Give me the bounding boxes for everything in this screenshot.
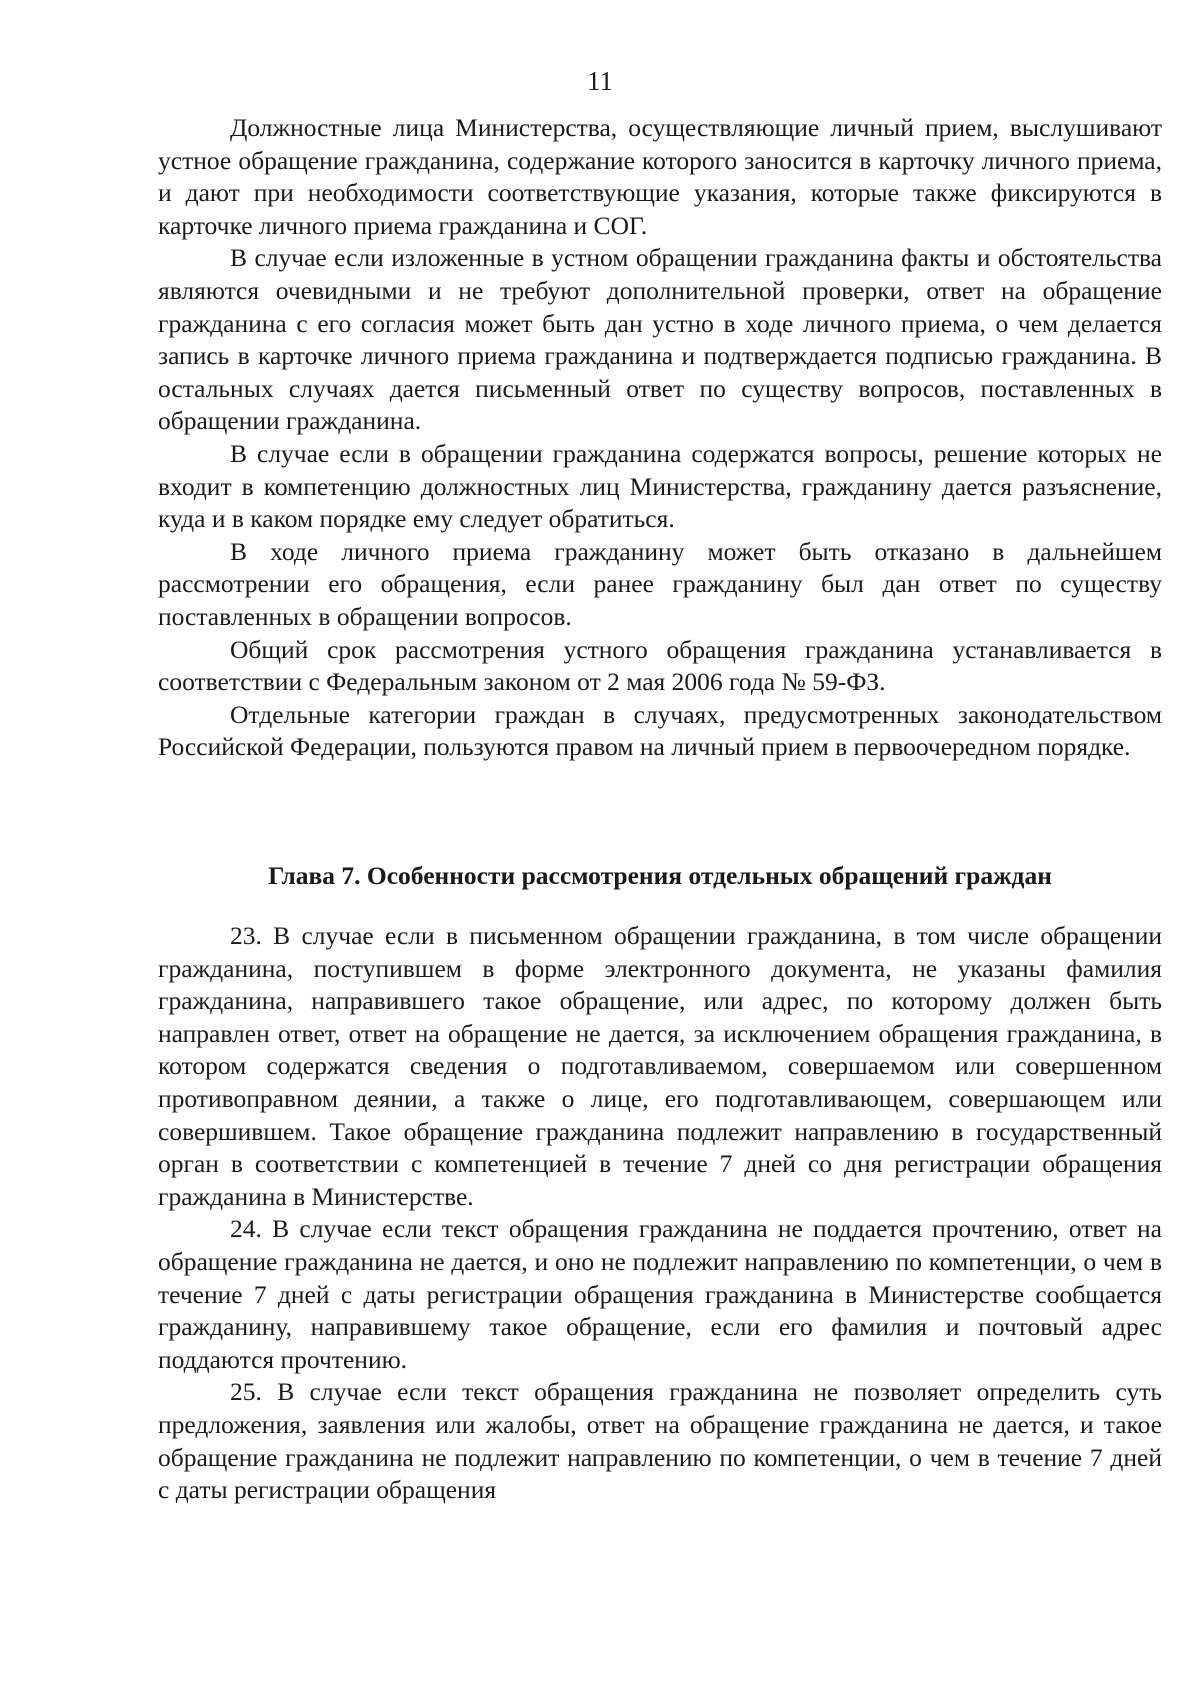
paragraph: В ходе личного приема гражданину может быть отказано в дальнейшем рассмотрении его обращения, если ранее гражданину был дан ответ по существу поставленных в обращении вопросов.	[158, 536, 1162, 631]
paragraph: Отдельные категории граждан в случаях, предусмотренных законодательством Российской Федерации, пользуются правом на личный прием в первоочередном порядке.	[158, 699, 1162, 762]
paragraph: В случае если в обращении гражданина содержатся вопросы, решение которых не входит в компетенцию должностных лиц Министерства, гражданину дается разъяснение, куда и в каком порядке ему следует обратиться.	[158, 438, 1162, 534]
paragraph: Должностные лица Министерства, осуществляющие личный прием, выслушивают устное обращение гражданина, содержание которого заносится в карточку личного приема, и дают при необходимости соответствующие указания, которые также фиксируются в карточке личного приема гражданина и СОГ.	[158, 113, 1162, 240]
page-number: 11	[587, 66, 613, 96]
paragraph: В случае если изложенные в устном обращении гражданина факты и обстоятельства являются очевидными и не требуют дополнительной проверки, ответ на обращение гражданина с его согласия может быть дан устно в ходе личного приема, о чем делается запись в карточке личного приема гражданина и подтверждается подписью гражданина. В остальных случаях дается письменный ответ по существу вопросов, поставленных в обращении гражданина.	[158, 243, 1162, 436]
numbered-paragraph-25: 25. В случае если текст обращения гражданина не позволяет определить суть предложения, заявления или жалобы, ответ на обращение гражданина не дается, и такое обращение гражданина не подлежит направлению по компетенции, о чем в течение 7 дней с даты регистрации обращения	[158, 1377, 1162, 1505]
numbered-paragraph-24: 24. В случае если текст обращения гражданина не поддается прочтению, ответ на обращение гражданина не дается, и оно не подлежит направлению по компетенции, о чем в течение 7 дней с даты регистрации обращения гражданина в Министерстве сообщается гражданину, направившему такое обращение, если его фамилия и почтовый адрес поддаются прочтению.	[158, 1214, 1162, 1374]
numbered-paragraph-23: 23. В случае если в письменном обращении гражданина, в том числе обращении гражданина, поступившем в форме электронного документа, не указаны фамилия гражданина, направившего такое обращение, или адрес, по которому должен быть направлен ответ, ответ на обращение не дается, за исключением обращения гражданина, в котором содержатся сведения о подготавливаемом, совершаемом или совершенном противоправном деянии, а также о лице, его подготавливающем, совершающем или совершившем. Такое обращение гражданина подлежит направлению в государственный орган в соответствии с компетенцией в течение 7 дней со дня регистрации обращения гражданина в Министерстве.	[158, 921, 1162, 1211]
bottom-text-section	[158, 920, 1162, 1507]
top-text-section	[158, 112, 1162, 764]
paragraph: Общий срок рассмотрения устного обращения гражданина устанавливается в соответствии с Федеральным законом от 2 мая 2006 года № 59-ФЗ.	[158, 634, 1162, 697]
chapter-heading: Глава 7. Особенности рассмотрения отдельных обращений граждан	[268, 861, 1052, 890]
